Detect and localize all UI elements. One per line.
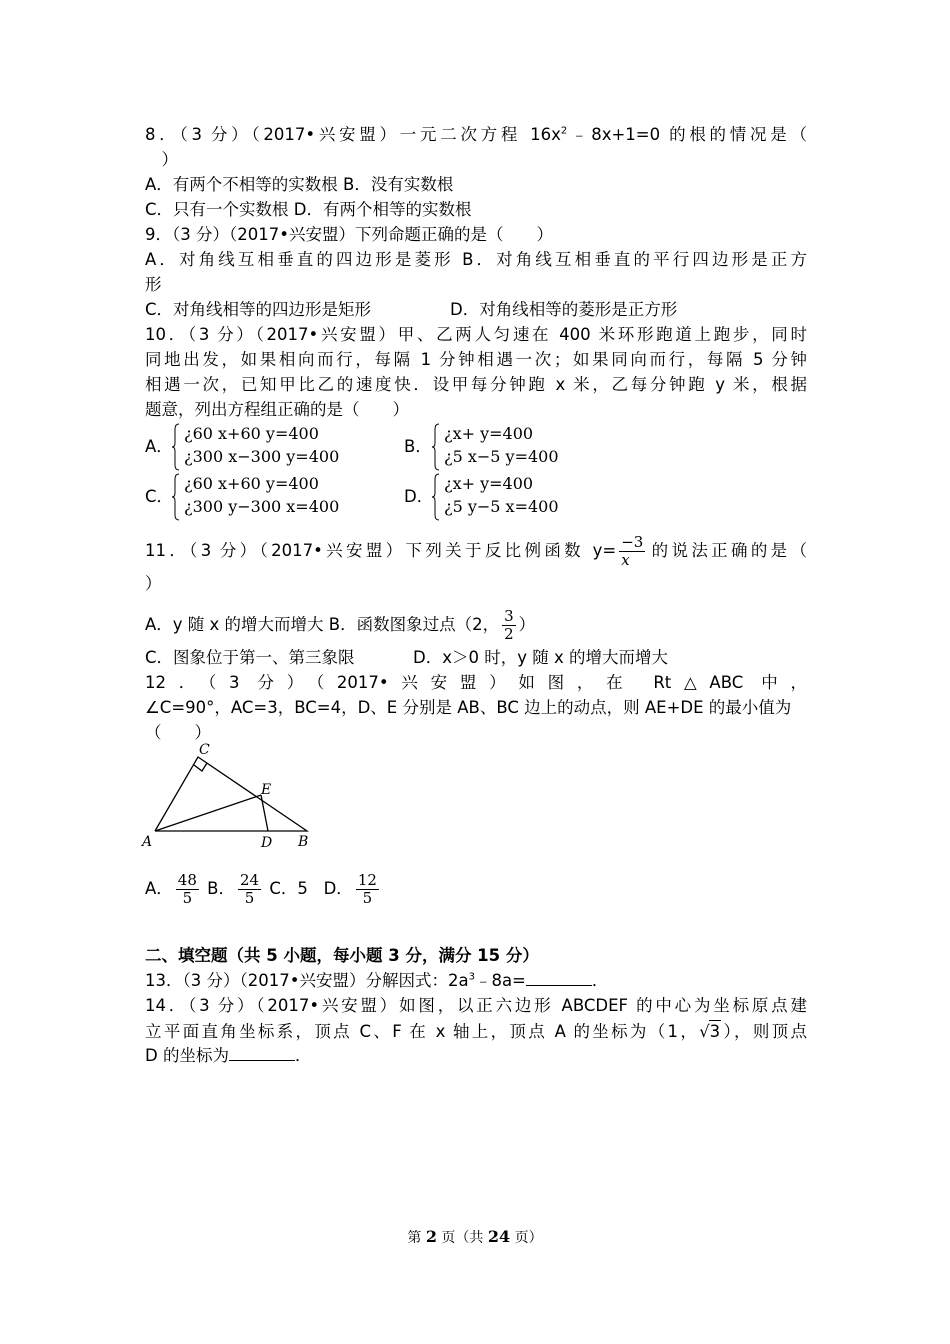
- q11-option-b-fraction: $\frac{3}{2}$: [504, 607, 514, 643]
- q14-stem-3: D 的坐标为 ．: [145, 1046, 312, 1065]
- page-footer: 第 2 页（共 24 页）: [407, 1227, 543, 1246]
- right-angle-mark: [194, 763, 207, 771]
- q12-stem-3: （ ）: [145, 723, 211, 742]
- q10-option-b-eq2: ¿5 x−5 y=400: [444, 447, 559, 466]
- q14-stem-2: 立平面直角坐标系，顶点 C、F 在 x 轴上，顶点 A 的坐标为（1，√3），则顶点: [145, 1022, 808, 1041]
- label-b: B: [298, 834, 309, 850]
- q8-stem: 8．（3 分）（2017•兴安盟）一元二次方程 $16x^2﹣8x+1=0$ 的根的情况是（: [145, 125, 807, 144]
- q12-option-a-fraction: $\frac{48}{5}$: [177, 871, 197, 907]
- q8-options-ab: A．有两个不相等的实数根 B．没有实数根: [145, 175, 454, 194]
- q12-stem-2: ∠C=90°，AC=3，BC=4，D、E 分别是 AB、BC 边上的动点，则 AE+DE 的最小值为: [145, 698, 792, 717]
- label-a: A: [142, 834, 153, 850]
- sqrt-value: 3: [709, 1022, 721, 1041]
- q10-stem-3: 相遇一次，已知甲比乙的速度快．设甲每分钟跑 x 米，乙每分钟跑 y 米，根据: [145, 375, 807, 394]
- q12-option-b-fraction: $\frac{24}{5}$: [239, 871, 260, 907]
- q11-option-c: C．图象位于第一、第三象限: [145, 648, 355, 667]
- triangle-abc: [155, 757, 307, 831]
- q10-option-c-eq1: ¿60 x+60 y=400: [184, 474, 319, 493]
- q11-option-d: D．x＞0 时，y 随 x 的增大而增大: [413, 648, 668, 667]
- segment-ae: [155, 795, 261, 831]
- q10-option-b-label: B．: [404, 437, 432, 456]
- q10-option-a-eq2: ¿300 x−300 y=400: [184, 447, 340, 466]
- q11-stem: 11．（3 分）（2017•兴安盟）下列关于反比例函数 y= $\frac{-3}{x}$ 的说法正确的是（: [145, 533, 807, 569]
- q9-stem: 9．（3 分）（2017•兴安盟）下列命题正确的是（ ）: [145, 225, 553, 244]
- page-number: 2: [425, 1227, 437, 1246]
- q9-option-d: D．对角线相等的菱形是正方形: [450, 300, 678, 319]
- q12-option-a-label: A．: [145, 879, 173, 898]
- section-title: 二、填空题（共 5 小题，每小题 3 分，满分 15 分）: [145, 946, 539, 965]
- q10-option-c-label: C．: [145, 487, 174, 506]
- q12-option-d-label: D．: [323, 879, 353, 898]
- brace-icon: [172, 423, 180, 471]
- q11-fraction: $\frac{-3}{x}$: [621, 533, 644, 569]
- q10-option-d-eq2: ¿5 y−5 x=400: [444, 497, 559, 516]
- q12-triangle-figure: [140, 738, 320, 854]
- q10-option-a-label: A．: [145, 437, 173, 456]
- q12-stem-1: 12．（3 分）（2017•兴安盟）如图，在 Rt△ABC 中，: [145, 673, 807, 692]
- q12-option-d-fraction: $\frac{12}{5}$: [357, 871, 377, 907]
- q11-stem-cont: ）: [145, 574, 162, 593]
- brace-icon: [432, 473, 440, 521]
- q10-option-d-label: D．: [404, 487, 434, 506]
- q8-stem-cont: ）: [145, 150, 178, 169]
- q9-option-c: C．对角线相等的四边形是矩形: [145, 300, 372, 319]
- q13-stem: 13．（3 分）（2017•兴安盟）分解因式：$2a^3﹣8a=$ ．: [145, 971, 609, 990]
- label-d: D: [261, 835, 273, 851]
- q12-options: [145, 872, 382, 907]
- brace-icon: [172, 473, 180, 521]
- q10-stem-1: 10．（3 分）（2017•兴安盟）甲、乙两人匀速在 400 米环形跑道上跑步，同时: [145, 325, 807, 344]
- q10-stem-4: 题意，列出方程组正确的是（ ）: [145, 400, 409, 419]
- answer-blank: [526, 971, 592, 986]
- segment-de: [261, 795, 268, 831]
- q8-options-cd: C．只有一个实数根 D．有两个相等的实数根: [145, 200, 472, 219]
- q9-options-ab-cont: 形: [145, 275, 162, 294]
- q10-option-a-eq1: ¿60 x+60 y=400: [184, 424, 319, 443]
- q10-option-b-eq1: ¿x+ y=400: [444, 424, 534, 443]
- brace-icon: [432, 423, 440, 471]
- q10-stem-2: 同地出发，如果相向而行，每隔 1 分钟相遇一次；如果同向而行，每隔 5 分钟: [145, 350, 807, 369]
- q12-option-b-label: B．: [207, 879, 235, 898]
- q12-option-c-label: C．: [269, 879, 298, 898]
- q10-option-d-eq1: ¿x+ y=400: [444, 474, 534, 493]
- q11-options-ab: A．y 随 x 的增大而增大 B．函数图象过点（2， $\frac{3}{2}$ ）: [145, 607, 536, 643]
- label-e: E: [261, 782, 272, 798]
- q10-option-c-eq2: ¿300 y−300 x=400: [184, 497, 340, 516]
- page-total: 24: [487, 1227, 511, 1246]
- answer-blank: [229, 1046, 295, 1061]
- q12-option-c-value: 5: [297, 879, 308, 898]
- q14-stem-1: 14．（3 分）（2017•兴安盟）如图，以正六边形 ABCDEF 的中心为坐标原点建: [145, 996, 807, 1015]
- label-c: C: [199, 742, 210, 758]
- q9-options-ab: A．对角线互相垂直的四边形是菱形 B．对角线互相垂直的平行四边形是正方: [145, 250, 807, 269]
